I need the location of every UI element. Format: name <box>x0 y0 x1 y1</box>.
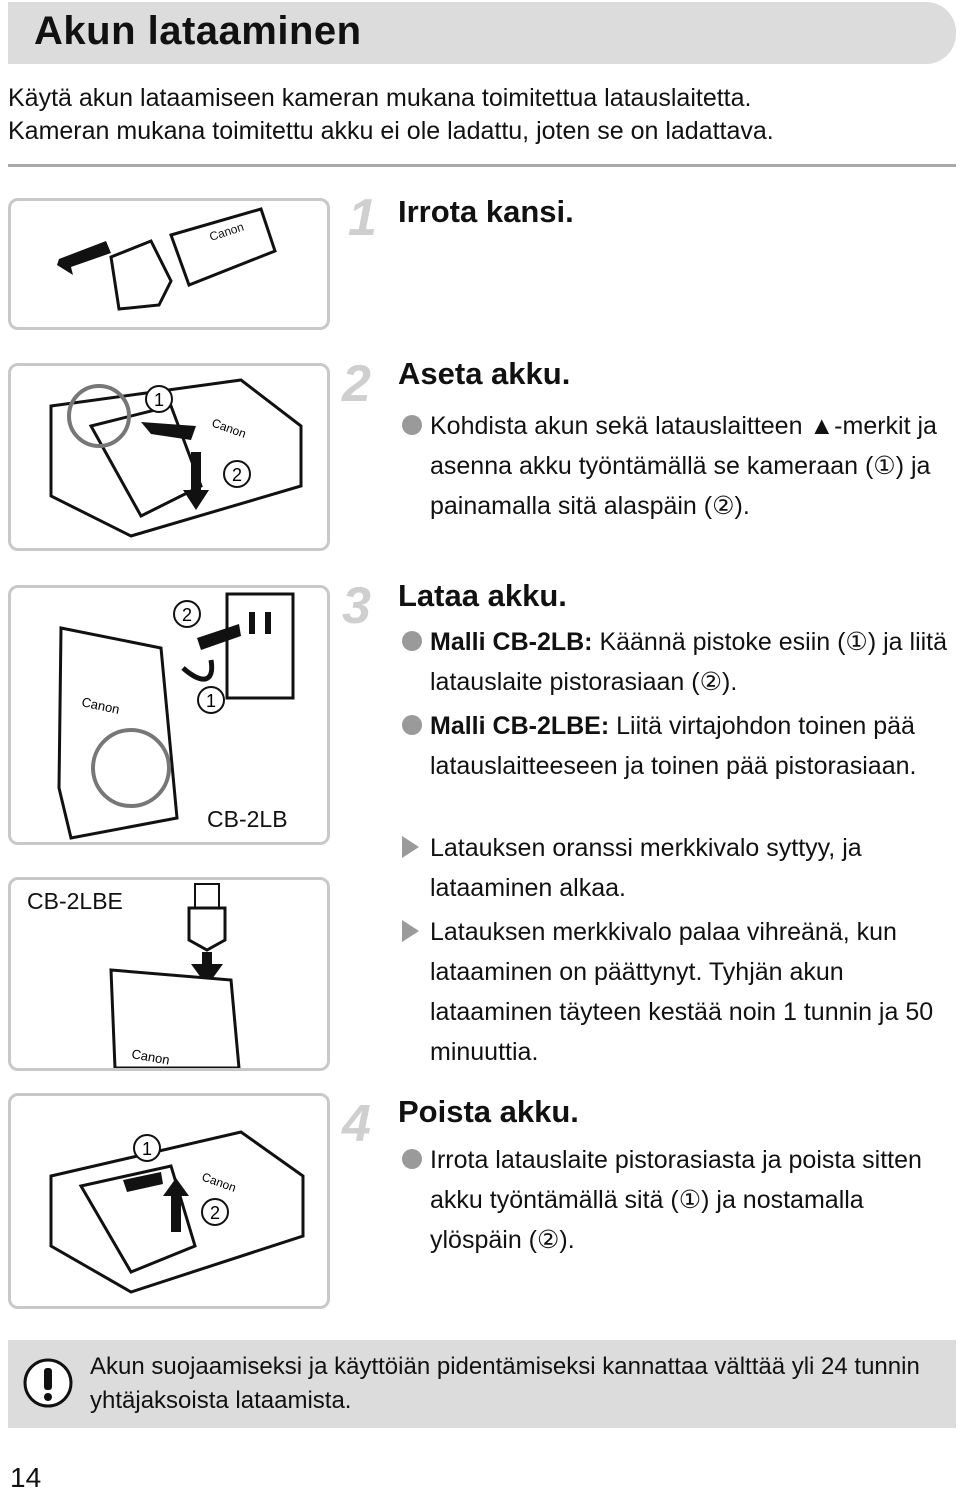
caution-text: Akun suojaamiseksi ja käyttöiän pidentämiseksi kannattaa välttää yli 24 tunnin yhtäjaksoista lataamista. <box>90 1353 920 1414</box>
intro-line-1: Käytä akun lataamiseen kameran mukana toimitettua latauslaitetta. <box>8 84 752 112</box>
bullet-dot-icon <box>402 415 422 435</box>
remove-cover-illustration <box>11 201 327 327</box>
bullet-dot-icon <box>402 715 422 735</box>
caution-note <box>8 1340 956 1428</box>
bullet-dot-icon <box>402 1149 422 1169</box>
step-3-item-1: Malli CB-2LB: Käännä pistoke esiin (①) ja liitä latauslaite pistorasiaan (②). <box>402 622 952 702</box>
caution-icon <box>22 1357 74 1409</box>
step-2-item-1: Kohdista akun sekä latauslaitteen ▲-merkit ja asenna akku työntämällä se kameraan (①) ja painamalla sitä alaspäin (②). <box>402 406 952 526</box>
result-triangle-icon <box>402 836 419 858</box>
step-3-number: 3 <box>342 577 371 635</box>
step-4-item-1: Irrota latauslaite pistorasiasta ja poista sitten akku työntämällä sitä (①) ja nostamalla ylöspäin (②). <box>402 1140 952 1260</box>
step-4-number: 4 <box>342 1095 371 1153</box>
svg-text:Canon: Canon <box>209 415 249 441</box>
step-3-item-4: Latauksen merkkivalo palaa vihreänä, kun lataaminen on päättynyt. Tyhjän akun lataaminen täyteen kestää noin 1 tunnin ja 50 minuuttia. <box>402 912 952 1072</box>
figure-charge-cb2lbe <box>8 877 330 1071</box>
callout-1: 1 <box>153 390 165 410</box>
figure-insert-battery <box>8 363 330 551</box>
remove-battery-illustration <box>11 1096 327 1306</box>
step-1-number: 1 <box>348 189 377 247</box>
svg-text:Canon: Canon <box>130 1046 171 1068</box>
page-number: 14 <box>10 1462 42 1493</box>
callout-2: 2 <box>181 605 193 625</box>
intro-text <box>8 82 948 148</box>
figure-charge-cb2lb <box>8 585 330 845</box>
callout-1: 1 <box>205 691 217 711</box>
divider <box>8 164 956 167</box>
figure-remove-cover <box>8 198 330 330</box>
model-label-cb2lbe: CB-2LBE <box>27 888 123 914</box>
step-3-item-3: Latauksen oranssi merkkivalo syttyy, ja lataaminen alkaa. <box>402 828 952 908</box>
insert-battery-illustration <box>11 366 327 548</box>
step-3-item-2: Malli CB-2LBE: Liitä virtajohdon toinen pää latauslaitteeseen ja toinen pää pistorasiaan. <box>402 706 952 786</box>
intro-line-2: Kameran mukana toimitettu akku ei ole ladattu, joten se on ladattava. <box>8 117 774 145</box>
step-3-title: Lataa akku. <box>398 578 567 613</box>
figure-remove-battery <box>8 1093 330 1309</box>
bullet-dot-icon <box>402 631 422 651</box>
callout-1: 1 <box>141 1139 153 1159</box>
result-triangle-icon <box>402 920 419 942</box>
callout-2: 2 <box>231 465 243 485</box>
svg-text:Canon: Canon <box>80 694 121 717</box>
step-1-title: Irrota kansi. <box>398 194 574 229</box>
page-title: Akun lataaminen <box>34 9 362 53</box>
step-2-number: 2 <box>342 355 371 413</box>
svg-text:Canon: Canon <box>199 1169 239 1195</box>
model-label-cb2lb: CB-2LB <box>207 806 288 832</box>
callout-2: 2 <box>209 1203 221 1223</box>
svg-text:Canon: Canon <box>207 219 246 244</box>
title-bar <box>8 2 956 64</box>
step-2-title: Aseta akku. <box>398 356 571 391</box>
step-4-title: Poista akku. <box>398 1094 579 1129</box>
charger-cb2lb-illustration <box>11 588 327 842</box>
